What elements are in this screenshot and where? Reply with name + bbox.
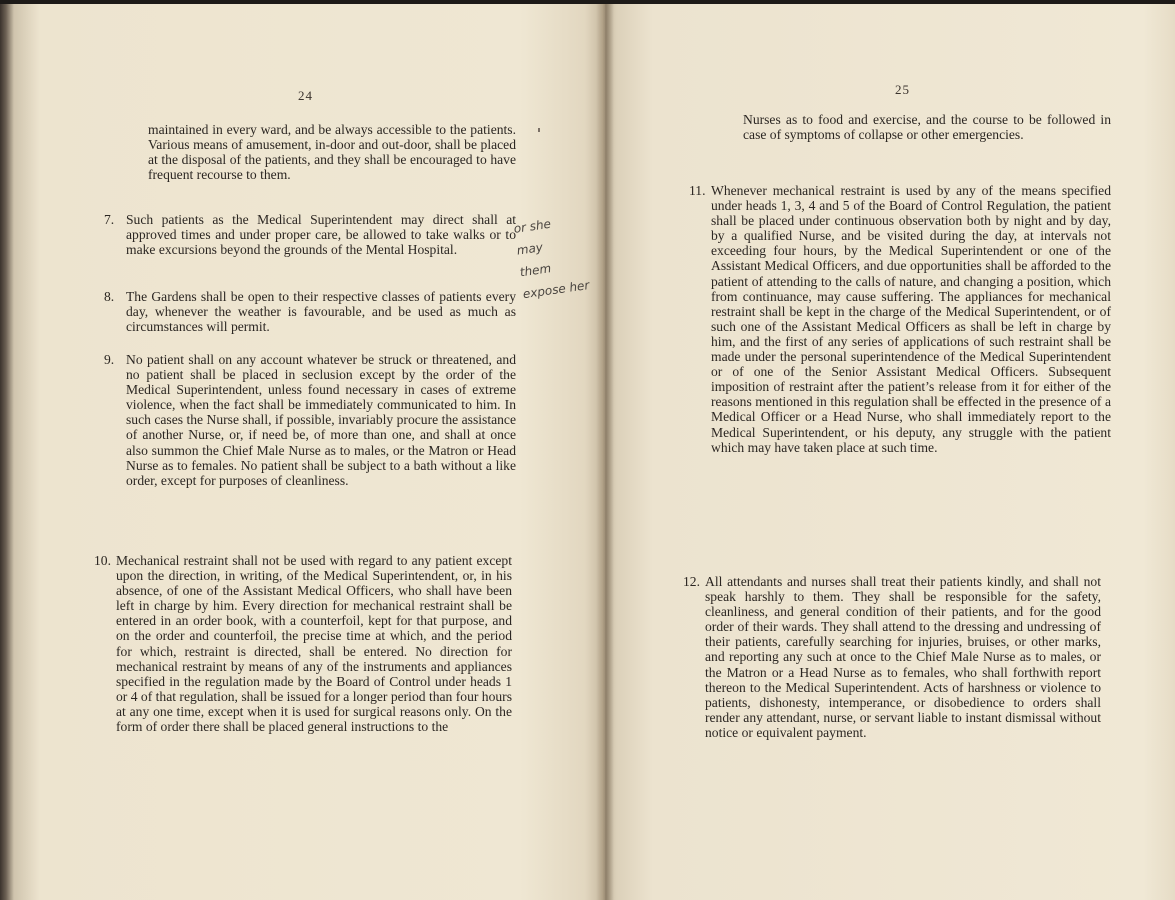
paragraph-text: Such patients as the Medical Superintendent may direct shall at approved times and under proper care, be allowed to take walks or to make excursions beyond the grounds of the Mental Hospital. — [126, 212, 516, 258]
right-continued-text: Nurses as to food and exercise, and the course to be followed in case of symptoms of collapse or other emergencies. — [743, 112, 1111, 143]
paragraph-text: Mechanical restraint shall not be used with regard to any patient except upon the direction, in writing, of the Medical Superintendent, or, in his absence, of one of the Assistant Medical Officers, who shall have been left in charge by him. Every direction for mechanical restraint shall be entered in an order book, with a counterfoil, kept for that purpose, and on the order and counterfoil, the precise time at which, and the period for which, restraint is directed, shall be entered. No direction for mechanical restraint by means of any of the instruments and appliances specified in the regulation made by the Board of Control under heads 1 or 4 of that regulation, shall be issued for a longer period than four hours at any one time, except when it is used for surgical reasons only. On the form of order there shall be placed general instructions to the — [116, 553, 513, 735]
paragraph-number: 12. — [683, 574, 700, 589]
paragraph-10 — [94, 553, 512, 734]
left-continued-text: maintained in every ward, and be always accessible to the patients. Various means of amusement, in-door and out-door, shall be placed at the disposal of the patients, and they shall be encouraged to have frequent recourse to them. — [148, 122, 516, 183]
paragraph-number: 7. — [104, 212, 115, 227]
paragraph-7 — [104, 212, 516, 257]
paragraph-9 — [104, 352, 516, 488]
handwritten-margin-note: or she may them expose her — [512, 216, 591, 302]
top-edge-shadow — [0, 0, 1175, 4]
paragraph-number: 11. — [689, 183, 706, 198]
paragraph-number: 8. — [104, 289, 115, 304]
paragraph-8 — [104, 289, 516, 334]
right-page — [603, 0, 1175, 900]
paragraph-text: All attendants and nurses shall treat their patients kindly, and shall not speak harshly to them. They shall be responsible for the safety, cleanliness, and general condition of their patients, and for the good order of their wards. They shall attend to the dressing and undressing of their patients, carefully searching for injuries, bruises, or other marks, and reporting any such at once to the Chief Male Nurse as to males, or the Matron or a Head Nurse as to females, who shall forthwith report thereon to the Medical Superintendent. Acts of harshness or violence to patients, dishonesty, intemperance, or disobedience to orders shall render any attendant, nurse, or servant liable to instant dismissal without notice or equivalent payment. — [705, 574, 1101, 740]
book-gutter — [596, 0, 614, 900]
right-page-number: 25 — [895, 82, 910, 97]
paragraph-text: No patient shall on any account whatever be struck or threatened, and no patient shall be placed in seclusion except by the order of the Medical Superintendent, unless found necessary in cases of extreme violence, when the fact shall be immediately communicated to him. In such cases the Nurse shall, if possible, invariably procure the assistance of another Nurse, or, if need be, of more than one, and shall at once also summon the Chief Male Nurse as to males, or the Matron or Head Nurse as to females. No patient shall be subject to a bath without a like order, except for purposes of cleanliness. — [126, 352, 516, 488]
paragraph-number: 9. — [104, 352, 115, 367]
margin-tick-mark — [538, 128, 540, 132]
paragraph-text: Whenever mechanical restraint is used by any of the means specified under heads 1, 3, 4 and 5 of the Board of Control Regulation, the patient shall be placed under continuous observation both by night and by day, by a qualified Nurse, and be visited during the day, at intervals not exceeding four hours, by the Medical Superintendent or one of the Assistant Medical Officers, and due opportunities shall be afforded to the patient of attending to the calls of nature, and changing a position, which from continuance, may cause suffering. The appliances for mechanical restraint shall be kept in the charge of the Medical Superintendent, or of such one of the Assistant Medical Officers as shall be left in charge by him, and the first of any series of applications of such restraint shall be made under the personal superintendence of the Medical Superintendent or of one of the Senior Assistant Medical Officers. Subsequent imposition of restraint after the patient’s release from it for either of the reasons mentioned in this regulation shall be effected in the presence of a Medical Officer or a Head Nurse, who shall immediately report to the Medical Superintendent, or his deputy, any struggle with the patient which may have taken place at such time. — [711, 183, 1111, 455]
paragraph-number: 10. — [94, 553, 111, 568]
left-page-number: 24 — [298, 88, 313, 103]
paragraph-12 — [683, 574, 1101, 740]
paragraph-text: The Gardens shall be open to their respective classes of patients every day, whenever the weather is favourable, and be used as much as circumstances will permit. — [126, 289, 516, 335]
paragraph-11 — [689, 183, 1111, 455]
